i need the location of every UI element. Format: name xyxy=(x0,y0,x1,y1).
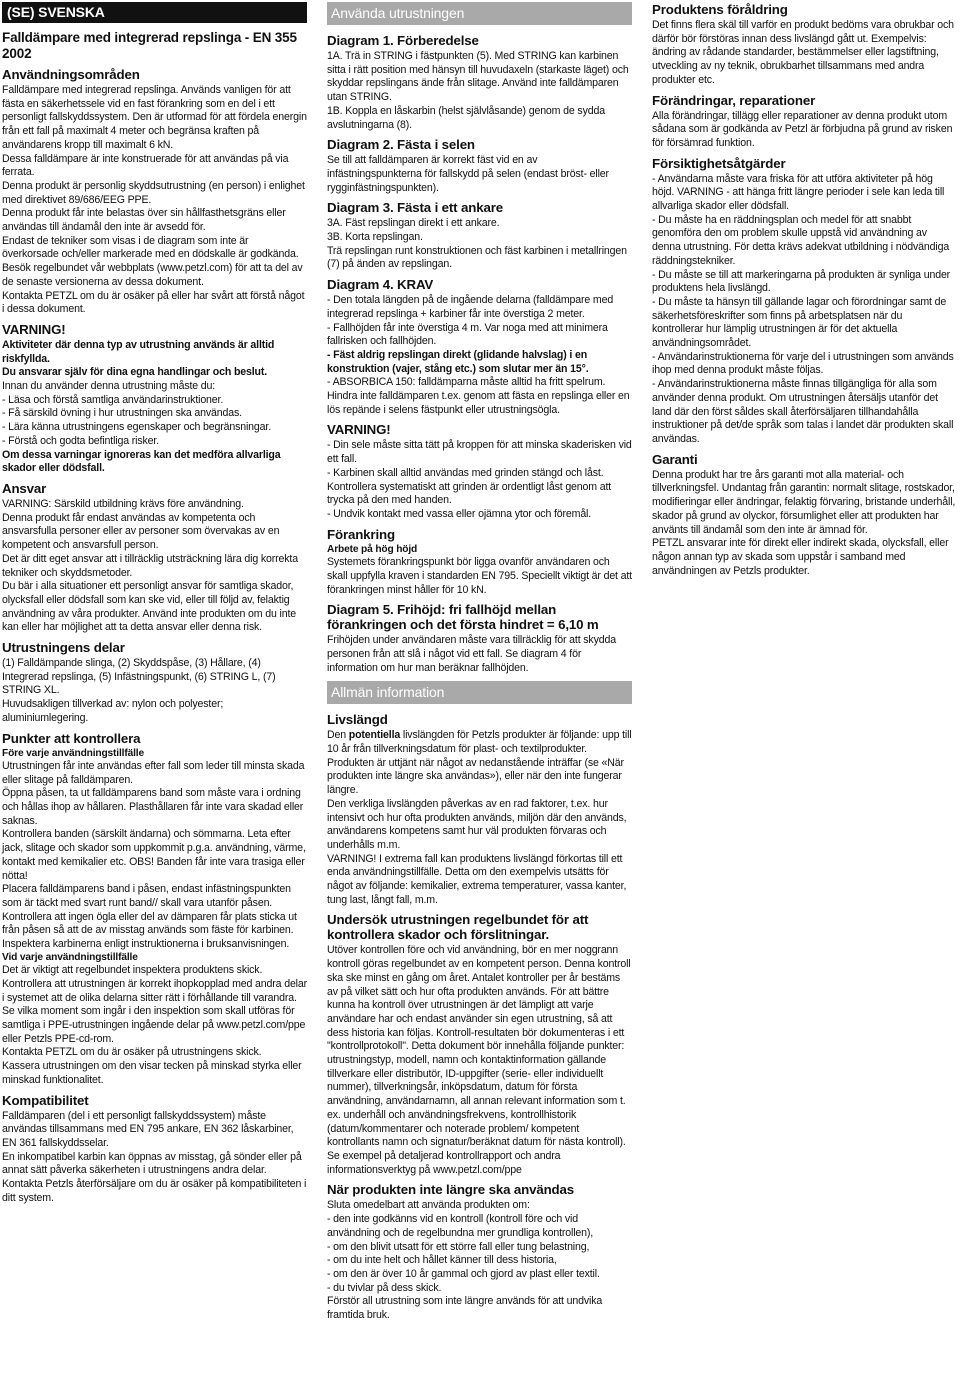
subheading: Arbete på hög höjd xyxy=(327,543,418,555)
paragraph: Se till att falldämparen är korrekt fäst vid en av infästningspunkterna för fallskydd på selen (endast bröst- eller rygginfästningspunkten). xyxy=(327,154,609,194)
paragraph: Denna produkt får endast användas av kompetenta och ansvarsfulla personer eller av personer som övervakas av en kompetent och ansvarsfull person. xyxy=(2,511,280,552)
paragraph: 1B. Koppla en låskarbin (helst självlåsande) genom de sydda avslutningarna (8). xyxy=(327,104,605,131)
paragraph: Dessa falldämpare är inte konstruerade för att användas på via ferrata. xyxy=(2,152,289,179)
paragraph: 3A. Fäst repslingan direkt i ett ankare. xyxy=(327,217,500,230)
heading-warning-2: VARNING! xyxy=(327,422,391,438)
paragraph: 3B. Korta repslingan. xyxy=(327,231,423,244)
document-title: Falldämpare med integrerad repslinga - EN 355 2002 xyxy=(2,30,297,61)
list-item: - Förstå och godta befintliga risker. xyxy=(2,434,159,447)
heading-warning: VARNING! xyxy=(2,321,66,337)
heading-responsibility: Ansvar xyxy=(2,480,47,496)
list-item: - om den är över 10 år gammal och gjord av plast eller textil. xyxy=(327,1267,600,1280)
paragraph: 1A. Trä in STRING i fästpunkten (5). Med STRING kan karbinen sitta i rätt position med hänsyn till huvudaxeln (starkaste läget) och skyddar repslingans ände från slitage. Använd inte falldämparen utan STRING. xyxy=(327,50,629,104)
paragraph: Frihöjden under användaren måste vara tillräcklig för att skydda personen från att slå i något vid ett fall. Se diagram 4 för information om hur man beräknar fallhöjden. xyxy=(327,634,616,674)
heading-diagram-5: Diagram 5. Frihöjd: fri fallhöjd mellan förankringen och det första hindret = 6,10 m xyxy=(327,602,599,633)
paragraph: Trä repslingan runt konstruktionen och fäst karbinen i metallringen (7) på änden av repslingan. xyxy=(327,244,627,271)
subheading: Före varje användningstillfälle xyxy=(2,747,144,759)
list-item: - Läsa och förstå samtliga användarinstruktioner. xyxy=(2,393,224,406)
paragraph: Kontakta PETZL om du är osäker på utrustningens skick. xyxy=(2,1046,262,1059)
paragraph: Produkten är uttjänt när något av nedanstående inträffar (se «När produkten inte längre ska användas»), eller när den inte fungerar längre. xyxy=(327,756,624,797)
heading-compatibility: Kompatibilitet xyxy=(2,1092,89,1108)
paragraph: Kontakta Petzls återförsäljare om du är osäker på kompatibiliteten i ditt system. xyxy=(2,1178,307,1204)
heading-use: Användningsområden xyxy=(2,67,140,82)
list-item: - Användarinstruktionerna för varje del i utrustningen som används ihop med denna produkt måste följas. xyxy=(652,350,954,377)
list-item: - Användarna måste vara friska för att utföra aktiviteter på hög höjd. VARNING - att hänga fritt längre perioder i sele kan leda till allvarliga skador eller dödsfall. xyxy=(652,172,945,213)
list-item: - ABSORBICA 150: falldämparna måste alltid ha fritt spelrum. Hindra inte falldämparen t.ex. genom att fästa en repslinga eller en lös repände i selens fästpunkt eller utrustningsögla. xyxy=(327,376,630,416)
list-item: - om du inte helt och hållet känner till dess historia, xyxy=(327,1254,557,1267)
text-run-bold: potentiella xyxy=(348,729,401,742)
list-item: - Lära känna utrustningens egenskaper och begränsningar. xyxy=(2,421,271,434)
text-run: Den xyxy=(327,729,349,742)
paragraph: PETZL ansvarar inte för direkt eller indirekt skada, olycksfall, eller någon annan typ av skada som uppstår i samband med användningen av Petzls produkter. xyxy=(652,537,949,577)
heading-diagram-3: Diagram 3. Fästa i ett ankare xyxy=(327,200,503,216)
list-item: - Karbinen skall alltid användas med grinden stängd och låst. Kontrollera systematiskt att grinden är ordentligt låst genom att trycka på den med handen. xyxy=(327,466,612,507)
list-item: - den inte godkänns vid en kontroll (kontroll före och vid användning och de regelbundna mer grundliga kontrollen), xyxy=(327,1213,594,1239)
section-bar-using: Använda utrustningen xyxy=(327,2,632,25)
bold-paragraph: Om dessa varningar ignoreras kan det medföra allvarliga skador eller dödsfall. xyxy=(2,448,281,475)
paragraph: Systemets förankringspunkt bör ligga ovanför användaren och skall uppfylla kraven i standarden EN 795. Speciellt viktigt är det att förankringen minst håller för 10 kN. xyxy=(327,556,632,596)
list-item: - Få särskild övning i hur utrustningen ska användas. xyxy=(2,407,242,420)
heading-inspection: Undersök utrustningen regelbundet för att kontrollera skador och förslitningar. xyxy=(327,912,589,943)
paragraph: VARNING: Särskild utbildning krävs före användning. xyxy=(2,497,244,510)
paragraph: En inkompatibel karbin kan öppnas av misstag, gå sönder eller på annat sätt påverka säkerheten i utrustningens andra delar. xyxy=(2,1150,302,1177)
paragraph: Kassera utrustningen om den visar tecken på minskad styrka eller minskad funktionalitet. xyxy=(2,1060,302,1086)
heading-diagram-4: Diagram 4. KRAV xyxy=(327,277,434,293)
bold-paragraph: Du ansvarar själv för dina egna handlingar och beslut. xyxy=(2,366,268,379)
bold-paragraph: Aktiviteter där denna typ av utrustning används är alltid riskfyllda. xyxy=(2,338,275,365)
paragraph: Öppna påsen, ta ut falldämparens band som måste vara i ordning och hållas ihop av hållaren. Plasthållaren får inte vara skadad eller saknas. xyxy=(2,787,304,827)
heading-checks: Punkter att kontrollera xyxy=(2,730,141,746)
paragraph: Innan du använder denna utrustning måste du: xyxy=(2,380,216,393)
paragraph: Alla förändringar, tillägg eller reparationer av denna produkt utom sådana som är godkända av Petzl är förbjudna på grund av risken för försämrad funktion. xyxy=(652,109,953,149)
list-item: - Du måste ha en räddningsplan och medel för att snabbt genomföra den om problem skulle uppstå vid användning av denna utrustning. För detta krävs adekvat utbildning i nödvändiga räddningstekniker. xyxy=(652,213,950,267)
list-item: - Användarinstruktionerna måste finnas tillgängliga för alla som använder denna produkt. Om utrustningen återsäljs utanför det land där den först såldes skall återförsäljaren tillhandahålla instruktioner på det/de språk som talas i landet där produkten skall användas. xyxy=(652,378,954,445)
paragraph: Du bär i alla situationer ett personligt ansvar för samtliga skador, olycksfall eller dödsfall som kan ske vid, eller till följd av, felaktig användning av våra produkter. Använd inte produkten om du inte kan eller har möjlighet att ta detta ansvar eller denna risk. xyxy=(2,580,297,634)
paragraph: Denna produkt har tre års garanti mot alla material- och tillverkningsfel. Undantag från garantin: normalt slitage, rostskador, modifieringar eller ändringar, felaktig förvaring, bristande underhåll, skador på grund av olyckor, försumlighet eller att produkten har använts till ändamål som den inte är ämnad för. xyxy=(652,468,956,536)
heading-warranty: Garanti xyxy=(652,451,698,467)
paragraph: Det är viktigt att regelbundet inspektera produktens skick. Kontrollera att utrustningen är korrekt ihopkopplad med andra delar i systemet att de olika delarna sitter rätt i förhållande till varandra. xyxy=(2,964,308,1004)
list-item: - Undvik kontakt med vassa eller ojämna ytor och föremål. xyxy=(327,507,592,520)
heading-parts: Utrustningens delar xyxy=(2,640,125,656)
paragraph: Förstör all utrustning som inte längre används för att undvika framtida bruk. xyxy=(327,1295,603,1322)
paragraph: Denna produkt är personlig skyddsutrustning (en person) i enlighet med direktivet 89/686/EEG PPE. xyxy=(2,179,305,206)
subheading: Vid varje användningstillfälle xyxy=(2,951,138,963)
paragraph: Det är ditt eget ansvar att i tillräcklig utsträckning lära dig korrekta tekniker och skyddsmetoder. xyxy=(2,552,298,579)
paragraph: Falldämparen (del i ett personligt fallskyddssystem) måste användas tillsammans med EN 795 ankare, EN 362 låskarbiner, EN 361 fallskyddsselar. xyxy=(2,1109,294,1149)
heading-retire: När produkten inte längre ska användas xyxy=(327,1182,575,1198)
paragraph: Se vilka moment som ingår i den inspektion som skall utföras för samtliga i PPE-utrustningen ingående delar på www.petzl.com/ppe eller Petzls PPE-cd-rom. xyxy=(2,1005,306,1045)
text-run: livslängden för Petzls produkter är följande: upp till 10 år från tillverkningsdatum för plast- och textilprodukter. xyxy=(327,729,632,756)
paragraph: Inspektera karbinerna enligt instruktionerna i bruksanvisningen. xyxy=(2,938,290,951)
heading-modifications: Förändringar, reparationer xyxy=(652,92,816,108)
heading-lifetime: Livslängd xyxy=(327,712,388,728)
paragraph: Det finns flera skäl till varför en produkt bedöms vara obrukbar och därför bör förstöras innan dess livslängd gått ut. Exempelvis: ändring av rådande standarder, bestämmelser eller lagstiftning, utveckling av ny teknik, obrukbarhet tillsammans med andra produkter etc. xyxy=(652,19,954,86)
paragraph: Sluta omedelbart att använda produkten om: xyxy=(327,1199,530,1212)
paragraph: Endast de tekniker som visas i de diagram som inte är överkorsade och/eller markerade med en dödskalle är godkända. Besök regelbundet vår webbplats (www.petzl.com) för att ta del av de senaste versionerna av dessa dokument. xyxy=(2,234,303,288)
column-1 xyxy=(2,2,307,1205)
list-item: - Fallhöjden får inte överstiga 4 m. Var noga med att minimera fallrisken och fallhöjden. xyxy=(327,321,608,348)
paragraph: Huvudsakligen tillverkad av: nylon och polyester; aluminiumlegering. xyxy=(2,698,224,724)
paragraph: (1) Falldämpande slinga, (2) Skyddspåse, (3) Hållare, (4) Integrerad repslinga, (5) Infästningspunkt, (6) STRING L, (7) STRING XL. xyxy=(2,657,276,697)
language-bar: (SE) SVENSKA xyxy=(2,2,307,23)
list-item: - du tvivlar på dess skick. xyxy=(327,1281,442,1294)
paragraph: VARNING! I extrema fall kan produktens livslängd förkortas till ett enda användningstillfälle. Detta om den exempelvis utsätts för något av följande: kemikalier, extrema temperaturer, vassa kanter, tung last, långt fall, m.m. xyxy=(327,852,627,906)
list-item: - Du måste se till att markeringarna på produkten är synliga under produktens hela livslängd. xyxy=(652,268,951,295)
paragraph: Kontrollera banden (särskilt ändarna) och sömmarna. Leta efter jack, slitage och skador som uppkommit p.g.a. användning, värme, kontakt med kemikalier etc. OBS! Banden får inte vara trasiga eller nötta! xyxy=(2,828,306,882)
paragraph: Den verkliga livslängden påverkas av en rad faktorer, t.ex. hur intensivt och hur ofta produkten används, miljön där den används, användarens kompetens samt hur väl produkten förvaras och underhålls m.m. xyxy=(327,797,627,851)
heading-diagram-2: Diagram 2. Fästa i selen xyxy=(327,137,475,153)
list-item: - om den blivit utsatt för ett större fall eller tung belastning, xyxy=(327,1240,590,1253)
section-bar-general: Allmän information xyxy=(327,681,632,704)
list-item: - Du måste ta hänsyn till gällande lagar och förordningar samt de säkerhetsföreskrifter som finns på arbetsplatsen när du kontrollerar hur lämplig utrustningen är för det aktuella användningsområdet. xyxy=(652,295,947,350)
paragraph: Kontakta PETZL om du är osäker på eller har svårt att förstå något i dessa dokument. xyxy=(2,289,305,316)
list-item: - Den totala längden på de ingående delarna (falldämpare med integrerad repslinga + karbiner får inte överstiga 2 meter. xyxy=(327,294,614,320)
paragraph: Falldämpare med integrerad repslinga. Används vanligen för att fästa en säkerhetssele vid en fast förankring som en del i ett personligt fallskyddssystem. Den är utformad för att fördela energin från ett fall på maximalt 4 meter och begränsa kraften på användarens kropp till maximalt 6 kN. xyxy=(2,84,307,151)
paragraph: Utöver kontrollen före och vid användning, bör en mer noggrann kontroll göras regelbundet av en kompetent person. Denna kontroll ska ske minst en gång om året. Antalet kontroller per år bestäms av på vilket sätt och hur ofta produkten används. För att bättre kunna ha kontroll över utrustningen är det lämpligt att varje användare har och endast använder sin egen utrustning, så att dess historia kan följas. Kontroll-resultaten bör dokumenteras i ett "kontrollprotokoll". Detta dokument bör innehålla följande punkter: utrustningstyp, modell, namn och kontaktinformation gällande tillverkare eller distributör, ID-uppgifter (serie- eller individuellt nummer), tillverkningsår, inköpsdatum, datum för första användning, användarnamn, all annan relevant information som t. ex. underhåll och användningsfrekvens, kontrollhistorik (datum/kommentarer och noterade problem/ kompetent kontrollants namn och signatur/beräknat datum för nästa kontroll). Se exempel på detaljerad kontrollrapport och andra informationsverktyg på www.petzl.com/ppe xyxy=(327,944,631,1176)
column-2 xyxy=(327,2,632,1323)
paragraph xyxy=(327,729,632,756)
heading-diagram-1: Diagram 1. Förberedelse xyxy=(327,33,479,48)
heading-obsolescence: Produktens föråldring xyxy=(652,2,788,17)
column-3 xyxy=(652,2,956,578)
bold-list-item: - Fäst aldrig repslingan direkt (glidande halvslag) i en konstruktion (vajer, stång etc.) som slutar mer än 15°. xyxy=(327,348,589,375)
paragraph: Utrustningen får inte användas efter fall som leder till minsta skada eller slitage på falldämparen. xyxy=(2,759,305,786)
paragraph: Denna produkt får inte belastas över sin hållfasthetsgräns eller användas till ändamål den inte är avsedd för. xyxy=(2,207,286,234)
heading-anchor: Förankring xyxy=(327,526,395,542)
paragraph: Placera falldämparens band i påsen, endast infästningspunkten som är täckt med svart runt band// skall vara utanför påsen. Kontrollera att ingen ögla eller del av dämparen får plats sticka ut från påsen så att de av misstag används som fäste för karbinen. xyxy=(2,883,297,937)
heading-precautions: Försiktighetsåtgärder xyxy=(652,155,786,171)
list-item: - Din sele måste sitta tätt på kroppen för att minska skaderisken vid ett fall. xyxy=(327,439,632,466)
